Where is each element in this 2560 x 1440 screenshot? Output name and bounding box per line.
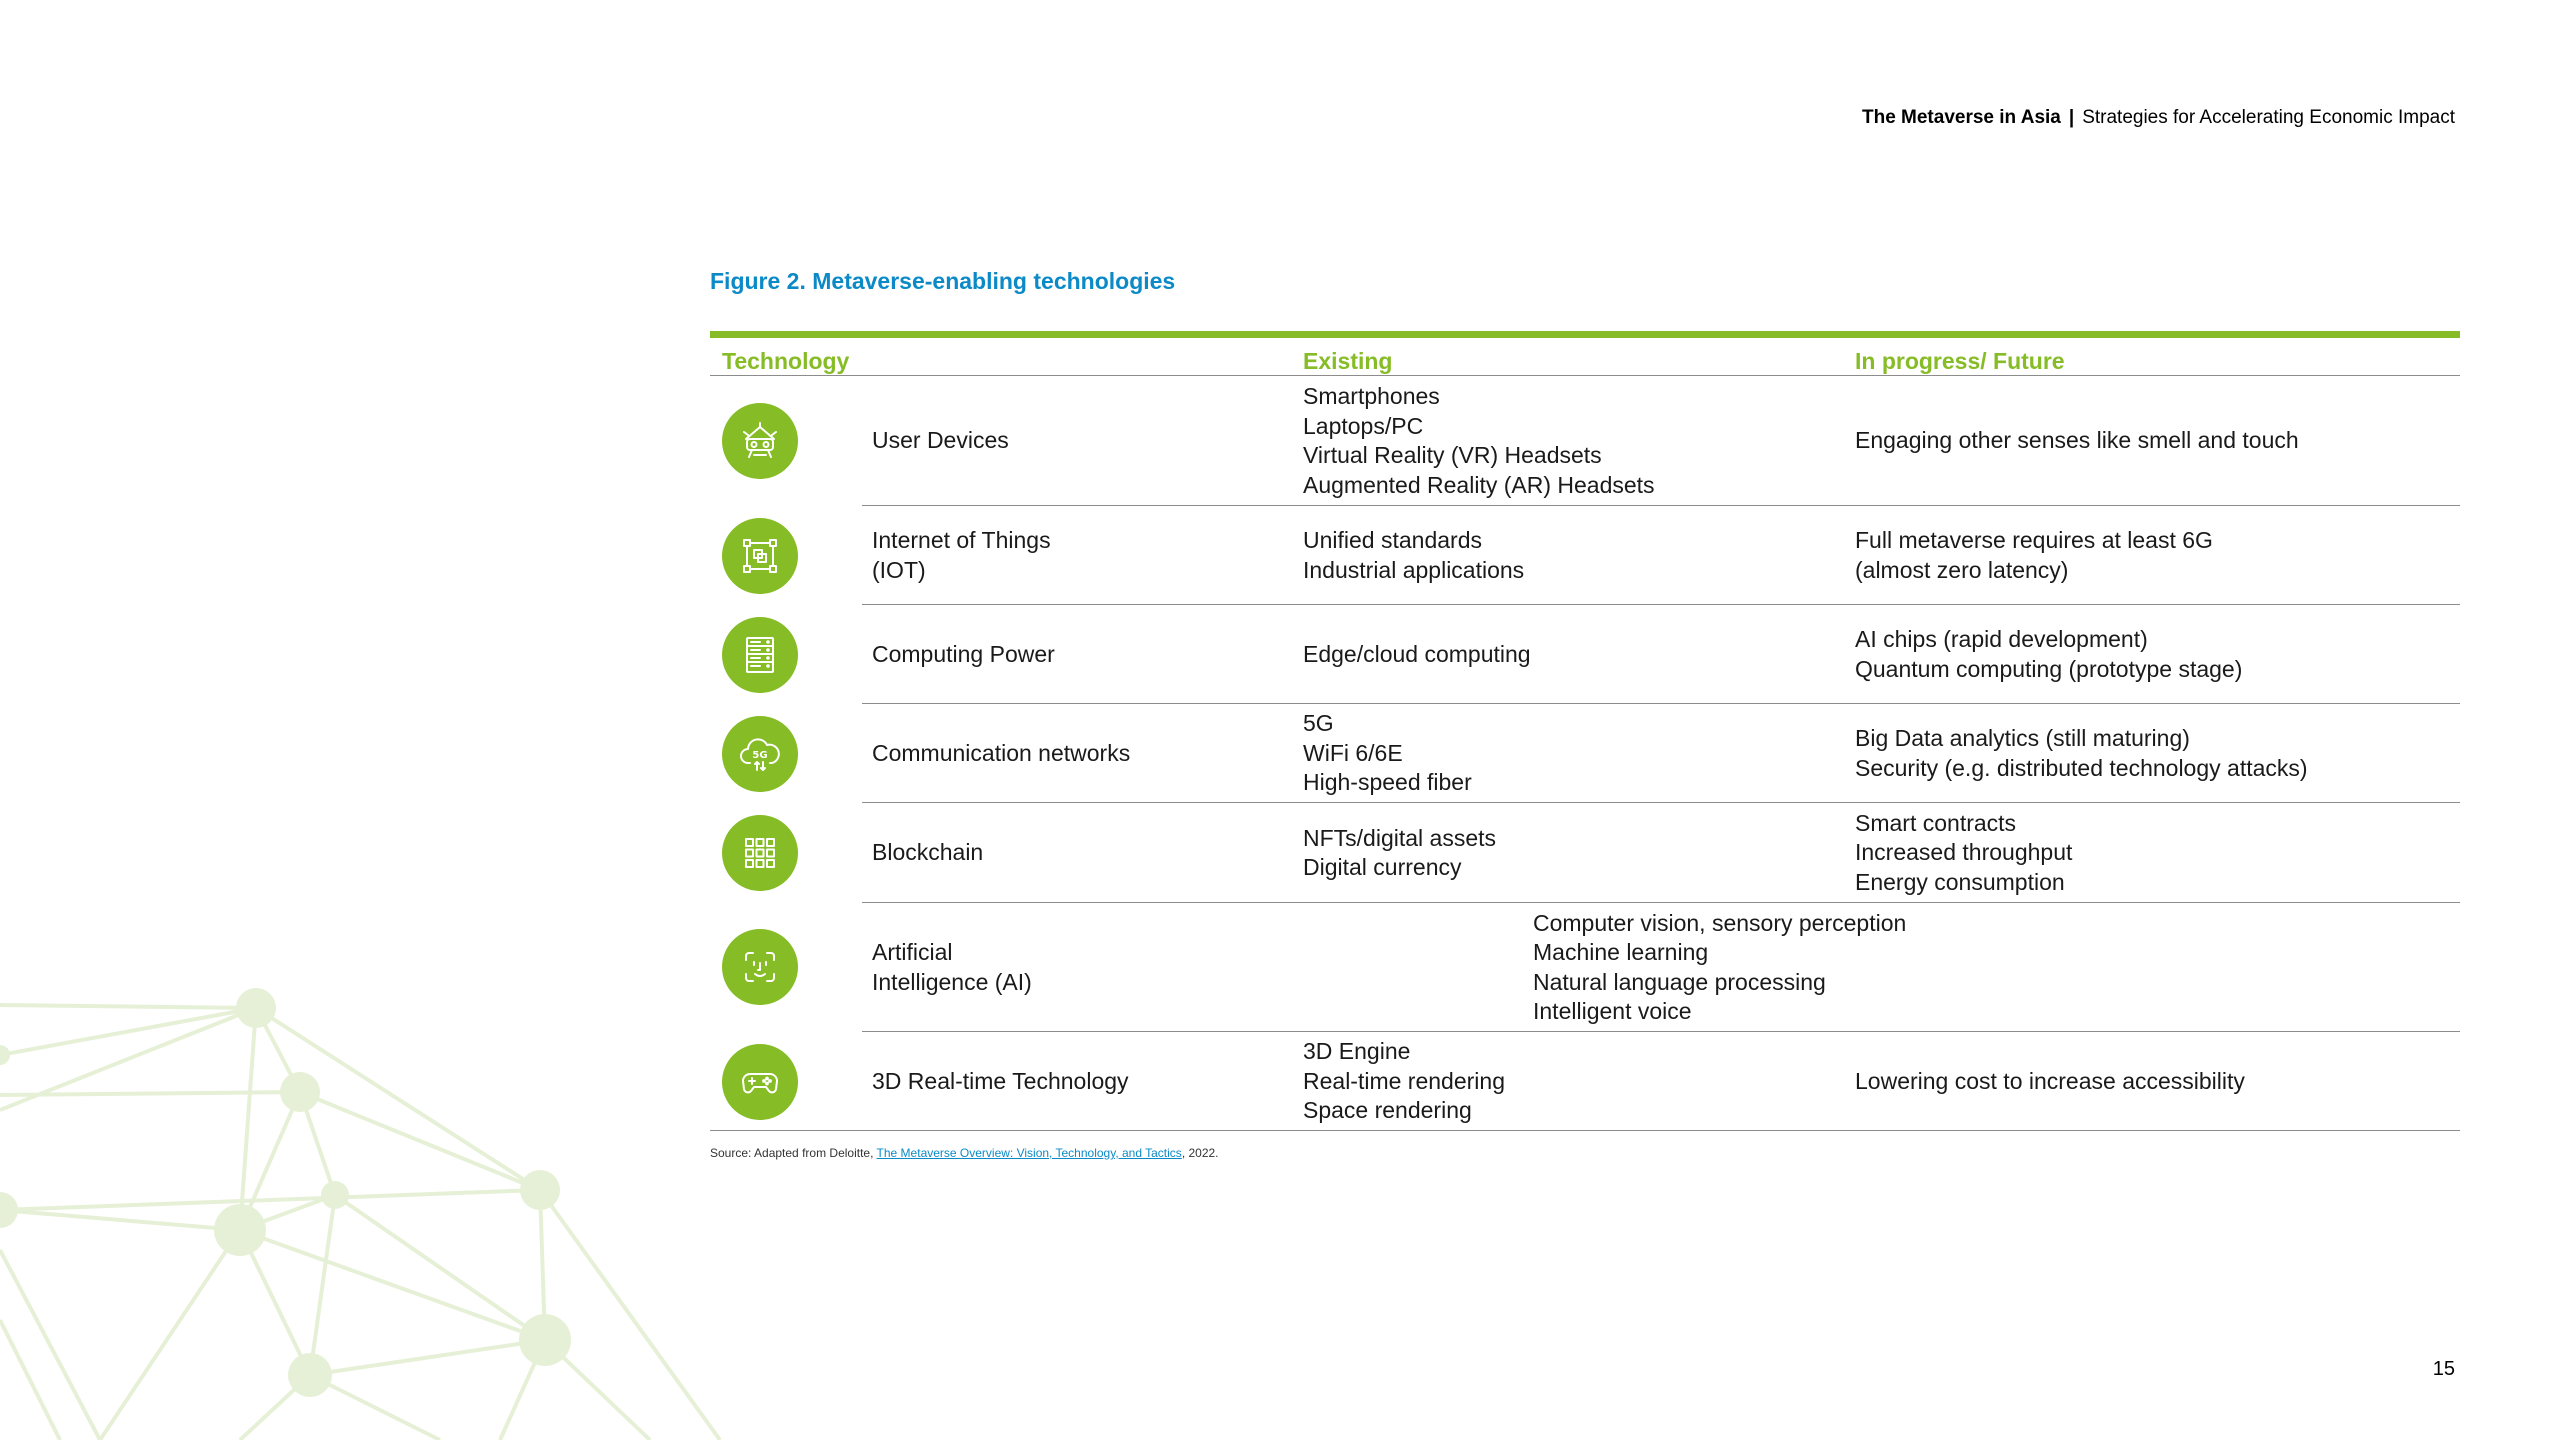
vr-headset-icon <box>722 403 798 479</box>
technology-name: Artificial Intelligence (AI) <box>872 939 1032 995</box>
table-row <box>710 704 2460 803</box>
blockchain-grid-icon <box>722 815 798 891</box>
doc-title: The Metaverse in Asia <box>1861 107 2061 128</box>
future-cell: Engaging other senses like smell and touch <box>1855 427 2299 454</box>
technology-name: User Devices <box>872 427 1009 454</box>
table-bottom-rule <box>710 1130 2460 1131</box>
svg-text:5G: 5G <box>752 750 768 761</box>
table-row <box>710 803 2460 903</box>
figure-title: Figure 2. Metaverse-enabling technologies <box>710 268 1176 294</box>
future-cell: Lowering cost to increase accessibility <box>1855 1067 2245 1094</box>
5g-cloud-icon <box>722 716 798 792</box>
running-header <box>1862 107 2455 129</box>
source-prefix: Source: Adapted from Deloitte, <box>710 1146 877 1160</box>
future-cell: Smart contracts Increased throughput Energy consumption <box>1855 809 2073 895</box>
network-graphic <box>0 960 760 1440</box>
table-row <box>710 506 2460 605</box>
technologies-table <box>710 331 2460 1131</box>
doc-subtitle: Strategies for Accelerating Economic Impact <box>2082 107 2455 128</box>
table-row <box>710 376 2460 506</box>
future-cell: Big Data analytics (still maturing) Security (e.g. distributed technology attacks) <box>1855 725 2308 781</box>
column-header-future: In progress/ Future <box>1855 348 2065 374</box>
server-icon <box>722 617 798 693</box>
table-row <box>710 1032 2460 1131</box>
source-suffix: , 2022. <box>1181 1146 1219 1160</box>
technology-name: Communication networks <box>872 739 1131 766</box>
iot-chip-icon <box>722 518 798 594</box>
table-row <box>710 903 2460 1032</box>
existing-cell: 5G WiFi 6/6E High-speed fiber <box>1303 710 1472 796</box>
existing-cell: 3D Engine Real-time rendering Space rendering <box>1303 1038 1505 1124</box>
technology-name: Computing Power <box>872 640 1055 667</box>
technology-name: 3D Real-time Technology <box>872 1067 1129 1094</box>
spanning-cell: Computer vision, sensory perception Machine learning Natural language processing Intelligent voice <box>1533 909 1907 1024</box>
future-cell: AI chips (rapid development) Quantum computing (prototype stage) <box>1855 626 2243 682</box>
technology-name: Blockchain <box>872 839 984 866</box>
source-link[interactable]: The Metaverse Overview: Vision, Technology, and Tactics <box>876 1146 1182 1160</box>
table-row <box>710 605 2460 704</box>
existing-cell: Smartphones Laptops/PC Virtual Reality (VR) Headsets Augmented Reality (AR) Headsets <box>1303 383 1655 498</box>
table-header-row <box>710 338 2460 376</box>
page-number: 15 <box>2432 1358 2455 1380</box>
table-top-rule <box>710 331 2460 338</box>
technology-name: Internet of Things (IOT) <box>872 527 1051 583</box>
column-header-existing: Existing <box>1303 348 1393 374</box>
existing-cell: Unified standards Industrial applications <box>1303 527 1525 583</box>
existing-cell: NFTs/digital assets Digital currency <box>1303 824 1497 880</box>
future-cell: Full metaverse requires at least 6G (almost zero latency) <box>1855 527 2213 583</box>
header-separator: | <box>2068 107 2075 128</box>
column-header-technology: Technology <box>722 348 850 374</box>
source-note <box>710 1146 1219 1160</box>
existing-cell: Edge/cloud computing <box>1303 640 1531 667</box>
